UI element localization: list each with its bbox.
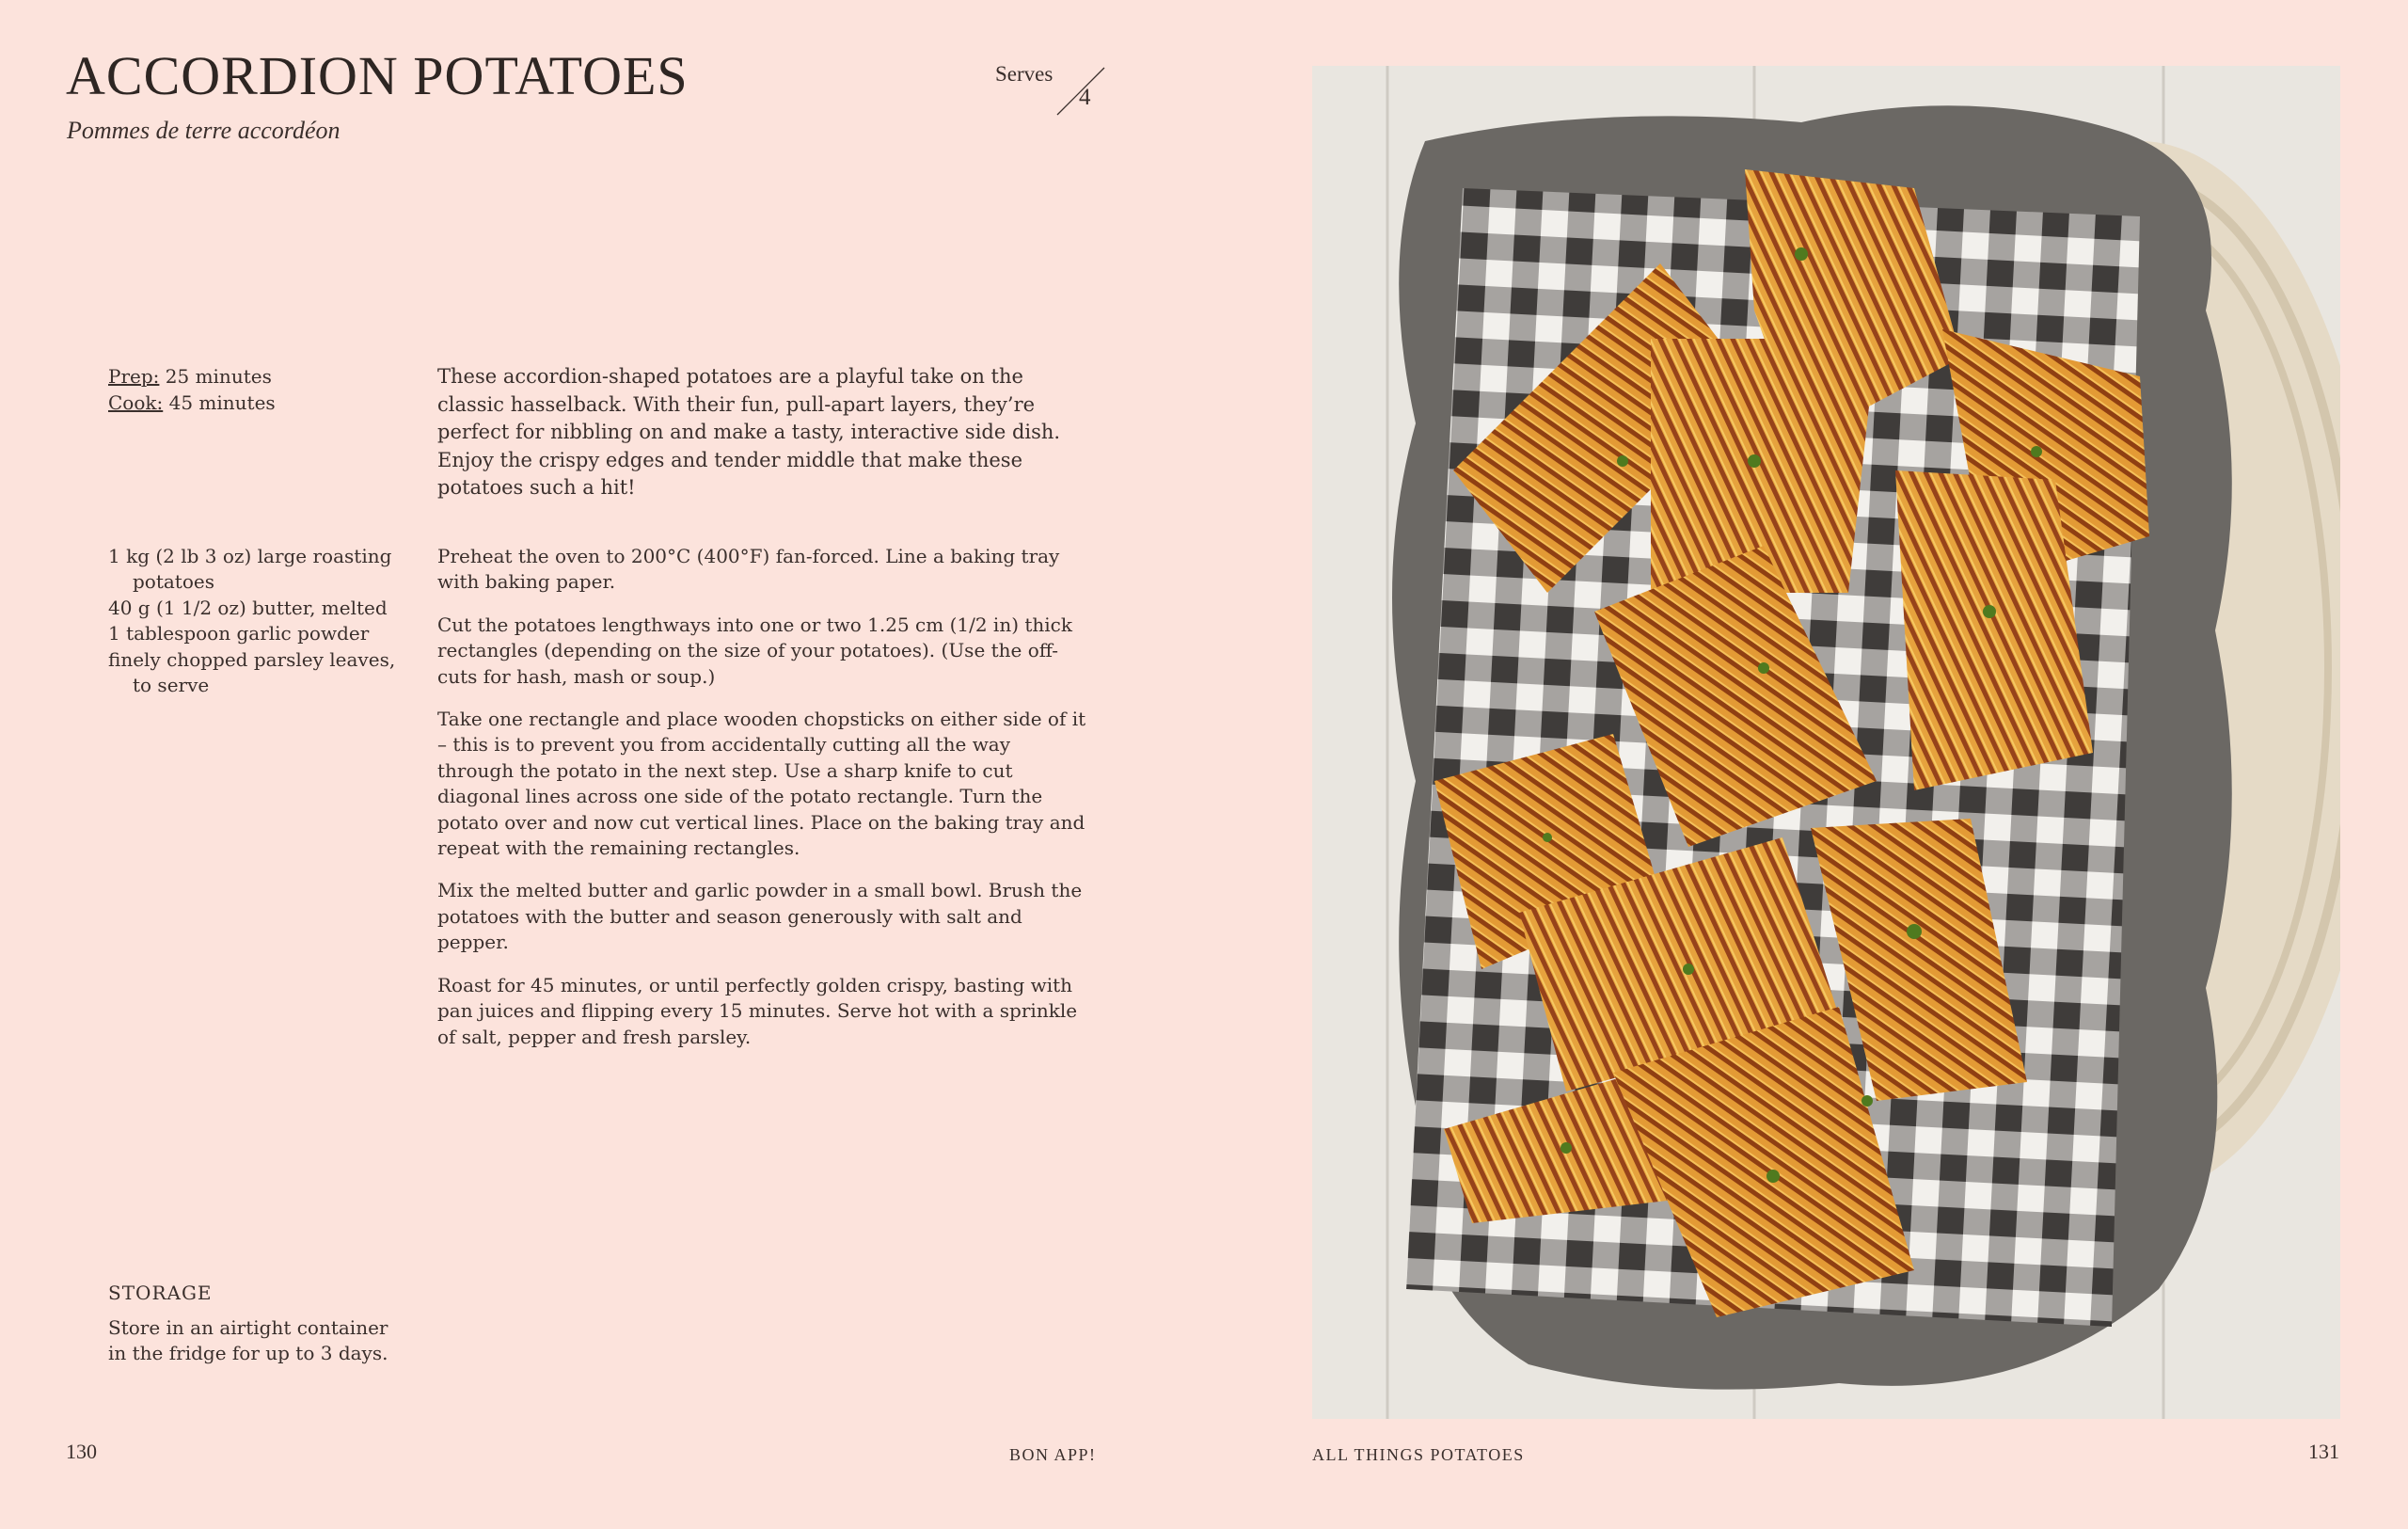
left-page-number: 130 (66, 1440, 97, 1463)
ingredient-list (108, 544, 409, 698)
recipe-title: ACCORDION POTATOES (66, 45, 689, 106)
storage-heading: STORAGE (108, 1282, 213, 1304)
storage-text: Store in an airtight container in the fridge for up to 3 days. (108, 1316, 388, 1365)
left-running-head: BON APP! (1009, 1445, 1097, 1464)
method-steps (437, 544, 1086, 1067)
cook-time (108, 390, 276, 416)
prep-label: Prep: (108, 365, 160, 388)
ingredient-item: 1 tablespoon garlic powder (108, 622, 370, 645)
accordion-potatoes-photo (1312, 66, 2340, 1419)
serves-indicator (995, 62, 1101, 115)
recipe-subtitle: Pommes de terre accordéon (67, 117, 341, 144)
cook-value: 45 minutes (163, 391, 276, 414)
right-running-head: ALL THINGS POTATOES (1312, 1445, 1525, 1464)
serves-label: Serves (995, 62, 1054, 86)
ingredient-item: 1 kg (2 lb 3 oz) large roasting potatoes (108, 545, 392, 594)
prep-value: 25 minutes (159, 365, 272, 388)
method-step: Cut the potatoes lengthways into one or two 1.25 cm (1/2 in) thick rectangles (depending on the size of your potatoes). (Use the off-cuts for hash, mash or soup.) (437, 613, 1072, 688)
ingredient-item: finely chopped parsley leaves, to serve (108, 647, 396, 697)
ingredient-item: 40 g (1 1/2 oz) butter, melted (108, 596, 388, 619)
recipe-times (108, 363, 276, 416)
method-step: Preheat the oven to 200°C (400°F) fan-forced. Line a baking tray with baking paper. (437, 545, 1060, 594)
serves-value: 4 (1079, 85, 1091, 110)
method-step: Take one rectangle and place wooden chopsticks on either side of it – this is to prevent you from accidentally cutting all the way through the potato in the next step. Use a sharp knife to cut diagonal lines across one side of the potato rectangle. Turn the potato over and now cut vertical lines. Place on the baking tray and repeat with the remaining rectangles. (437, 708, 1086, 860)
method-step: Roast for 45 minutes, or until perfectly golden crispy, basting with pan juices and flipping every 15 minutes. Serve hot with a sprinkle of salt, pepper and fresh parsley. (437, 973, 1078, 1048)
prep-time (108, 363, 276, 390)
food-photo-illustration (1312, 66, 2340, 1419)
cook-label: Cook: (108, 391, 164, 414)
recipe-intro: These accordion-shaped potatoes are a playful take on the classic hasselback. With their fun, pull-apart layers, they’re perfect for nibbling on and make a tasty, interactive side dish. Enjoy the crispy edges and tender middle that make these potatoes such a hit! (437, 365, 1061, 499)
method-step: Mix the melted butter and garlic powder in a small bowl. Brush the potatoes with the butter and season generously with salt and pepper. (437, 879, 1083, 954)
right-page-number: 131 (2308, 1440, 2339, 1463)
